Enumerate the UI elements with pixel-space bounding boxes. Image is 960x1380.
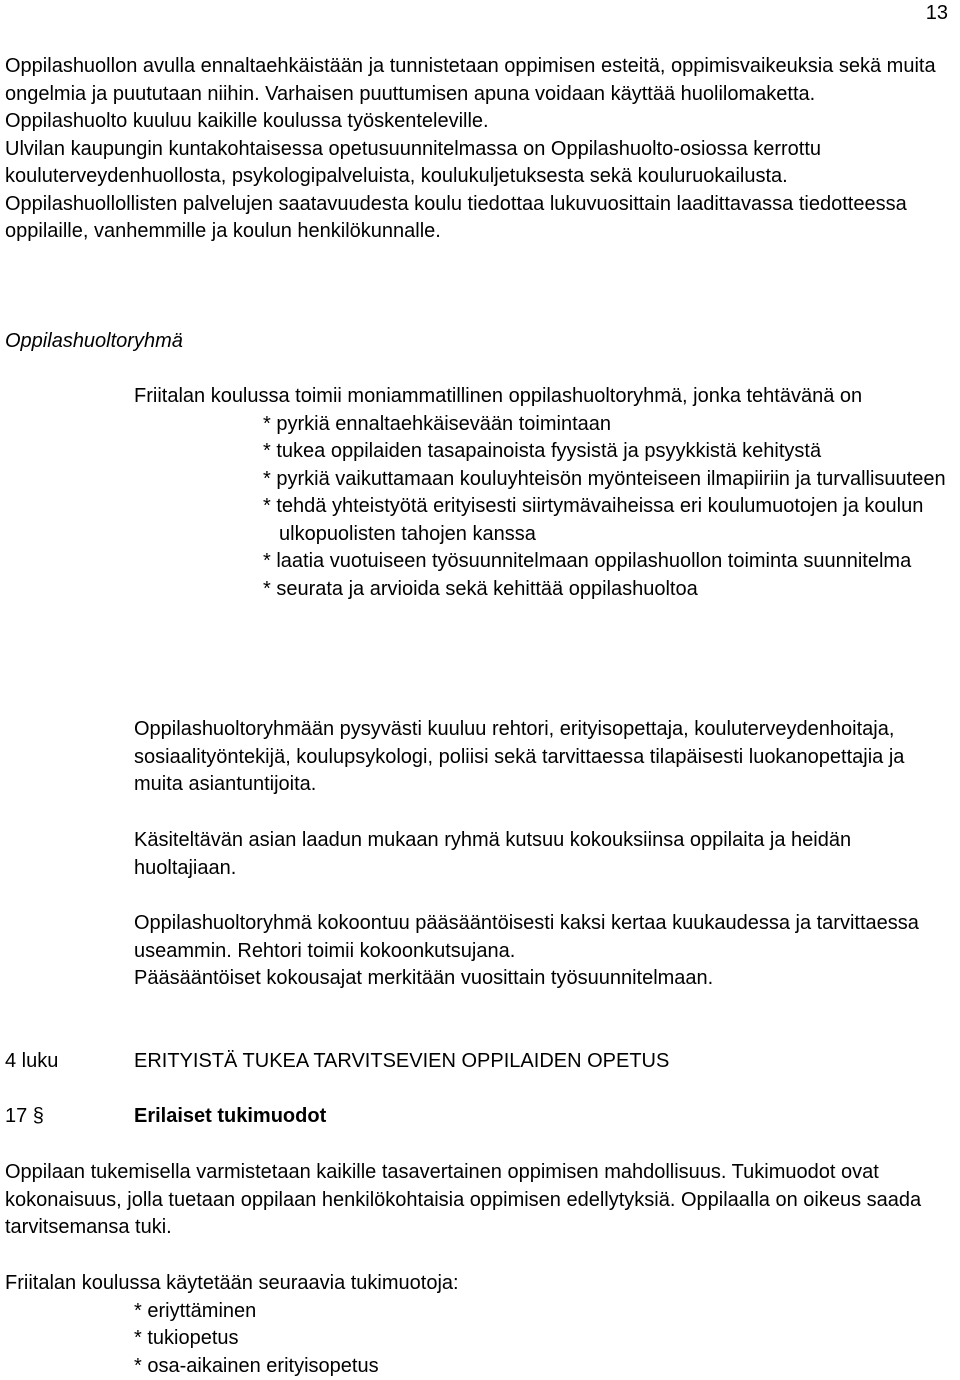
group-task-item: * pyrkiä ennaltaehkäisevään toimintaan	[263, 412, 611, 435]
section-title: Erilaiset tukimuodot	[134, 1105, 327, 1127]
group-intro: Friitalan koulussa toimii moniammatillinen oppilashuoltoryhmä, jonka tehtävänä on	[134, 385, 863, 407]
intro-paragraph: Oppilashuollon avulla ennaltaehkäistään ja tunnistetaan oppimisen esteitä, oppimisvaikeuksia sekä muita ongelmia ja puututaan niihin. Varhaisen puuttumisen apuna voidaan käyttää huolilomaketta.	[5, 55, 936, 105]
support-forms-section	[5, 1270, 955, 1380]
support-form-item: * tukiopetus	[134, 1327, 239, 1349]
page-number: 13	[925, 2, 948, 24]
members-paragraph: Oppilashuoltoryhmään pysyvästi kuuluu rehtori, erityisopettaja, kouluterveydenhoitaja, sosiaalityöntekijä, koulupsykologi, poliisi sekä tarvittaessa tilapäisesti luokanopettajia ja muita asiantuntijoita.	[134, 718, 905, 795]
support-paragraph: Oppilaan tukemisella varmistetaan kaikille tasavertainen oppimisen mahdollisuus. Tukimuodot ovat kokonaisuus, jolla tuetaan oppilaan henkilökohtaisia oppimisen edellytyksiä. Oppilaalla on oikeus saada tarvitsemansa tuki.	[5, 1161, 922, 1238]
chapter-number: 4 luku	[5, 1050, 59, 1072]
intro-paragraph: Oppilashuolto kuuluu kaikille koulussa työskenteleville.	[5, 110, 489, 132]
group-task-item: * tehdä yhteistyötä erityisesti siirtymävaiheissa eri koulumuotojen ja koulun ulkopuolisten tahojen kanssa	[263, 495, 924, 545]
meeting-line: Pääsääntöiset kokousajat merkitään vuosittain työsuunnitelmaan.	[134, 967, 714, 989]
invite-paragraph: Käsiteltävän asian laadun mukaan ryhmä kutsuu kokouksiinsa oppilaita ja heidän huoltajiaan.	[134, 829, 852, 879]
section-title-row	[5, 1103, 326, 1131]
group-task-item: * tukea oppilaiden tasapainoista fyysistä ja psyykkistä kehitystä	[263, 440, 822, 462]
group-task-item: * seurata ja arvioida sekä kehittää oppilashuoltoa	[263, 577, 698, 600]
support-form-item: * osa-aikainen erityisopetus	[134, 1354, 379, 1377]
chapter-title: ERITYISTÄ TUKEA TARVITSEVIEN OPPILAIDEN OPETUS	[134, 1050, 670, 1072]
section-heading: Oppilashuoltoryhmä	[5, 330, 183, 352]
group-task-list	[263, 411, 956, 604]
section-number: 17 §	[5, 1105, 44, 1127]
meeting-line: Oppilashuoltoryhmä kokoontuu pääsääntöisesti kaksi kertaa kuukaudessa ja tarvittaessa useammin. Rehtori toimii kokoonkutsujana.	[134, 912, 919, 962]
group-description	[134, 383, 956, 603]
intro-paragraph: Ulvilan kaupungin kuntakohtaisessa opetusuunnitelmassa on Oppilashuolto-osiossa kerrottu kouluterveydenhuollosta, psykologipalveluista, koulukuljetuksesta sekä kouluruokailusta.	[5, 137, 822, 187]
intro-paragraph: Oppilashuollollisten palvelujen saatavuudesta koulu tiedottaa lukuvuosittain laadittavassa tiedotteessa oppilaille, vanhemmille ja koulun henkilökunnalle.	[5, 192, 907, 242]
forms-intro: Friitalan koulussa käytetään seuraavia tukimuotoja:	[5, 1272, 459, 1294]
group-task-item: * laatia vuotuiseen työsuunnitelmaan oppilashuollon toiminta suunnitelma	[263, 550, 912, 572]
meeting-info	[134, 910, 956, 993]
intro-section	[5, 53, 955, 246]
chapter-heading	[5, 1048, 669, 1076]
support-form-item: * eriyttäminen	[134, 1299, 257, 1322]
support-form-list	[134, 1298, 955, 1380]
group-task-item: * pyrkiä vaikuttamaan kouluyhteisön myönteiseen ilmapiiriin ja turvallisuuteen	[263, 467, 946, 490]
